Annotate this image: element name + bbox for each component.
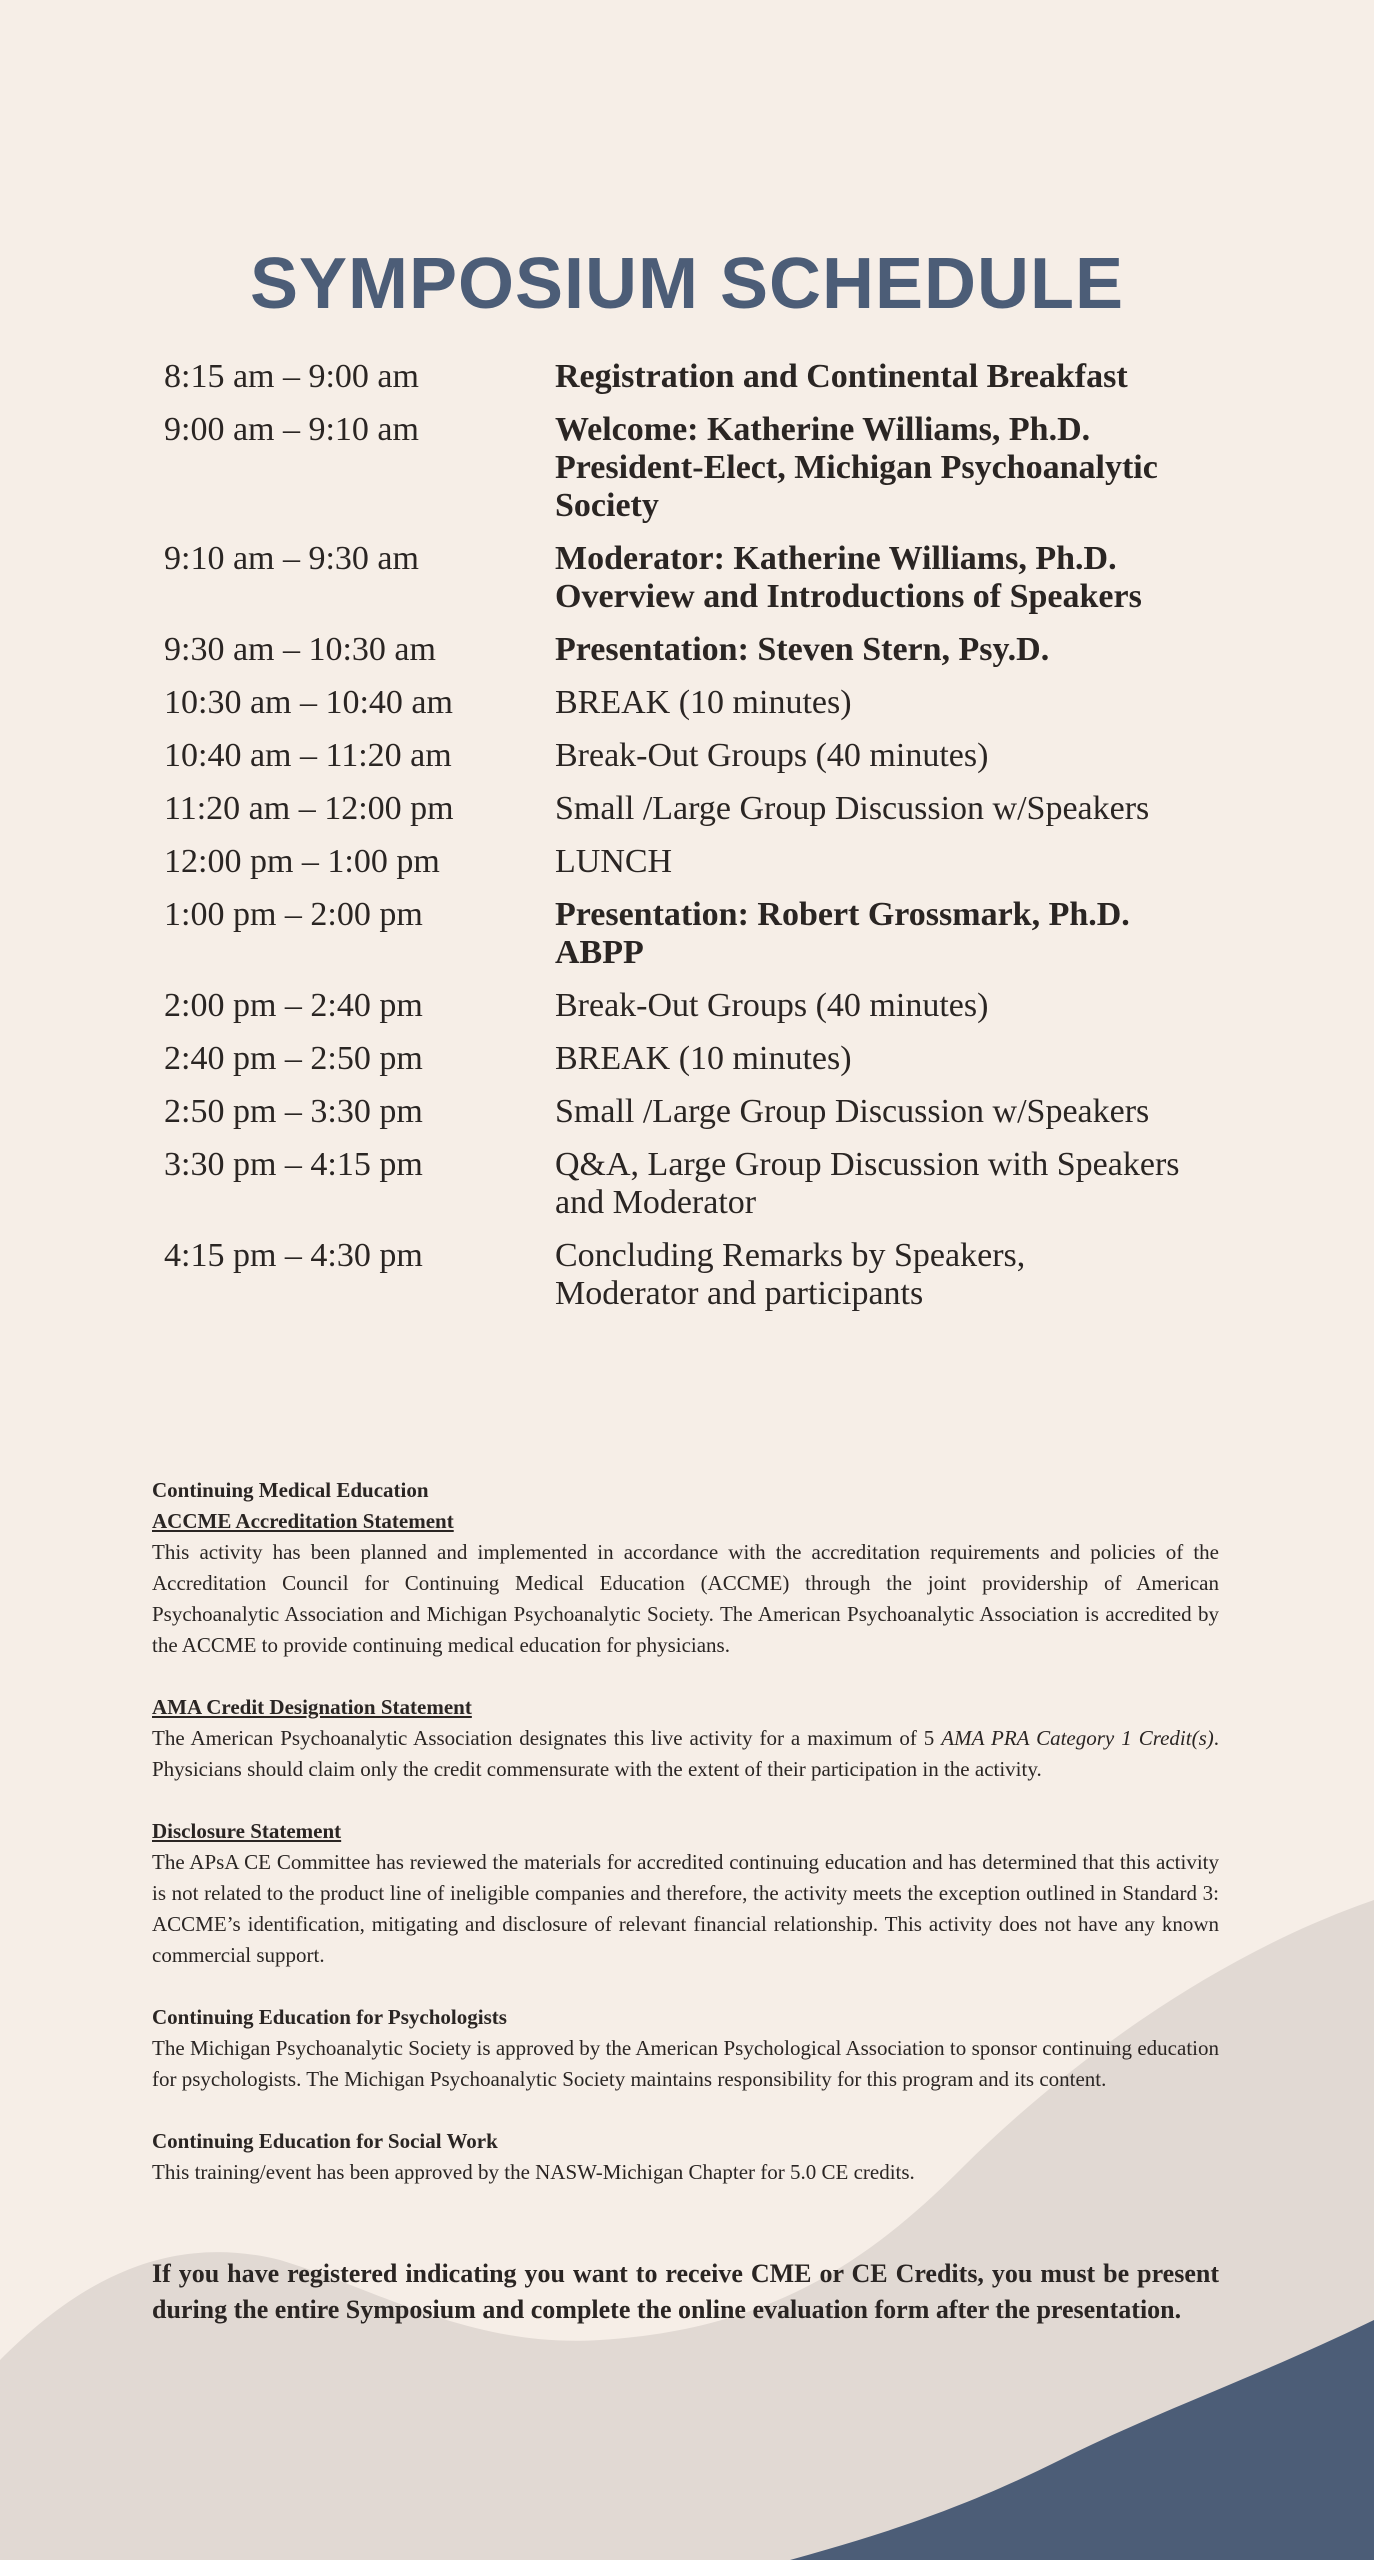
schedule-event bbox=[555, 737, 1224, 775]
schedule-event bbox=[555, 987, 1224, 1025]
schedule-row bbox=[164, 358, 1224, 396]
accme-block bbox=[152, 1475, 1219, 1661]
schedule-row bbox=[164, 896, 1224, 972]
schedule-event-line: Concluding Remarks by Speakers, bbox=[555, 1237, 1026, 1274]
schedule-event bbox=[555, 1146, 1224, 1222]
schedule-event-line: Presentation: Steven Stern, Psy.D. bbox=[555, 631, 1050, 668]
schedule-row bbox=[164, 987, 1224, 1025]
ama-text-start: The American Psychoanalytic Association designates this live activity for a maximum of 5 bbox=[152, 1726, 942, 1750]
schedule-time: 8:15 am – 9:00 am bbox=[164, 358, 419, 395]
schedule-row bbox=[164, 1040, 1224, 1078]
schedule-time: 2:50 pm – 3:30 pm bbox=[164, 1093, 423, 1130]
schedule-time: 4:15 pm – 4:30 pm bbox=[164, 1237, 423, 1274]
schedule-event-line: and Moderator bbox=[555, 1184, 757, 1221]
schedule-event-line: Moderator and participants bbox=[555, 1275, 924, 1312]
schedule-event-line: Q&A, Large Group Discussion with Speakers bbox=[555, 1146, 1180, 1183]
schedule-time: 2:00 pm – 2:40 pm bbox=[164, 987, 423, 1024]
schedule-row bbox=[164, 843, 1224, 881]
schedule-event bbox=[555, 896, 1224, 972]
schedule-event bbox=[555, 411, 1224, 525]
schedule-event-line: Registration and Continental Breakfast bbox=[555, 358, 1128, 395]
schedule-event-line: Moderator: Katherine Williams, Ph.D. bbox=[555, 540, 1117, 577]
accme-text: This activity has been planned and implemented in accordance with the accreditation requirements and policies of the Accreditation Council for Continuing Medical Education (ACCME) through the joint providership of American Psychoanalytic Association and Michigan Psychoanalytic Society. The American Psychoanalytic Association is accredited by the ACCME to provide continuing medical education for physicians. bbox=[152, 1540, 1219, 1657]
schedule-time: 9:30 am – 10:30 am bbox=[164, 631, 436, 668]
schedule-time: 10:30 am – 10:40 am bbox=[164, 684, 453, 721]
schedule-event-line: Small /Large Group Discussion w/Speakers bbox=[555, 1093, 1150, 1130]
schedule-row bbox=[164, 540, 1224, 616]
ama-text-end: . Physicians should claim only the credit commensurate with the extent of their participation in the activity. bbox=[152, 1726, 1219, 1781]
continuing-education-section bbox=[152, 1475, 1219, 2219]
schedule-event bbox=[555, 1040, 1224, 1078]
accme-heading: ACCME Accreditation Statement bbox=[152, 1509, 454, 1533]
schedule-time: 9:00 am – 9:10 am bbox=[164, 411, 419, 448]
ama-heading: AMA Credit Designation Statement bbox=[152, 1695, 472, 1719]
schedule-row bbox=[164, 1237, 1224, 1313]
schedule-time: 10:40 am – 11:20 am bbox=[164, 737, 452, 774]
schedule-event-line: BREAK (10 minutes) bbox=[555, 684, 852, 721]
page-title: SYMPOSIUM SCHEDULE bbox=[249, 244, 1125, 324]
schedule-event bbox=[555, 540, 1224, 616]
schedule-time: 11:20 am – 12:00 pm bbox=[164, 790, 454, 827]
schedule-event bbox=[555, 1237, 1224, 1313]
schedule-row bbox=[164, 684, 1224, 722]
schedule-time: 2:40 pm – 2:50 pm bbox=[164, 1040, 423, 1077]
ama-text-credit: AMA PRA Category 1 Credit(s) bbox=[941, 1726, 1214, 1750]
schedule-event-line: BREAK (10 minutes) bbox=[555, 1040, 852, 1077]
schedule-row bbox=[164, 790, 1224, 828]
credit-requirement-note: If you have registered indicating you want to receive CME or CE Credits, you must be present during the entire Symposium and complete the online evaluation form after the presentation. bbox=[152, 2259, 1219, 2324]
schedule-event-line: Break-Out Groups (40 minutes) bbox=[555, 987, 989, 1024]
schedule-time: 12:00 pm – 1:00 pm bbox=[164, 843, 440, 880]
schedule-event-line: Presentation: Robert Grossmark, Ph.D. ABPP bbox=[555, 896, 1130, 971]
schedule-time: 3:30 pm – 4:15 pm bbox=[164, 1146, 423, 1183]
schedule-time: 9:10 am – 9:30 am bbox=[164, 540, 419, 577]
disclosure-block bbox=[152, 1816, 1219, 1971]
schedule-event-line: President-Elect, Michigan Psychoanalytic Society bbox=[555, 449, 1158, 524]
schedule-event bbox=[555, 843, 1224, 881]
psychologists-heading: Continuing Education for Psychologists bbox=[152, 2005, 507, 2029]
schedule-event-line: Break-Out Groups (40 minutes) bbox=[555, 737, 989, 774]
schedule-event-line: LUNCH bbox=[555, 843, 673, 880]
schedule-time: 1:00 pm – 2:00 pm bbox=[164, 896, 423, 933]
social-work-block bbox=[152, 2126, 1219, 2188]
schedule-event bbox=[555, 790, 1224, 828]
cme-heading: Continuing Medical Education bbox=[152, 1478, 429, 1502]
schedule-row bbox=[164, 1093, 1224, 1131]
schedule-event-line: Welcome: Katherine Williams, Ph.D. bbox=[555, 411, 1091, 448]
disclosure-text: The APsA CE Committee has reviewed the materials for accredited continuing education and has determined that this activity is not related to the product line of ineligible companies and therefore, the activity meets the exception outlined in Standard 3: ACCME’s identification, mitigating and disclosure of relevant financial relationship. This activity does not have any known commercial support. bbox=[152, 1850, 1219, 1967]
disclosure-heading: Disclosure Statement bbox=[152, 1819, 342, 1843]
psychologists-text: The Michigan Psychoanalytic Society is approved by the American Psychological Association to sponsor continuing education for psychologists. The Michigan Psychoanalytic Society maintains responsibility for this program and its content. bbox=[152, 2036, 1219, 2091]
schedule-event bbox=[555, 358, 1224, 396]
ama-block bbox=[152, 1692, 1219, 1785]
schedule-row bbox=[164, 411, 1224, 525]
schedule-event bbox=[555, 684, 1224, 722]
psychologists-block bbox=[152, 2002, 1219, 2095]
schedule-row bbox=[164, 631, 1224, 669]
schedule-list bbox=[164, 358, 1224, 1328]
schedule-event-line: Small /Large Group Discussion w/Speakers bbox=[555, 790, 1150, 827]
schedule-event-line: Overview and Introductions of Speakers bbox=[555, 578, 1142, 615]
schedule-event bbox=[555, 631, 1224, 669]
schedule-row bbox=[164, 737, 1224, 775]
social-work-text: This training/event has been approved by the NASW-Michigan Chapter for 5.0 CE credits. bbox=[152, 2160, 915, 2184]
social-work-heading: Continuing Education for Social Work bbox=[152, 2129, 498, 2153]
schedule-row bbox=[164, 1146, 1224, 1222]
schedule-event bbox=[555, 1093, 1224, 1131]
ama-text bbox=[152, 1723, 1219, 1785]
